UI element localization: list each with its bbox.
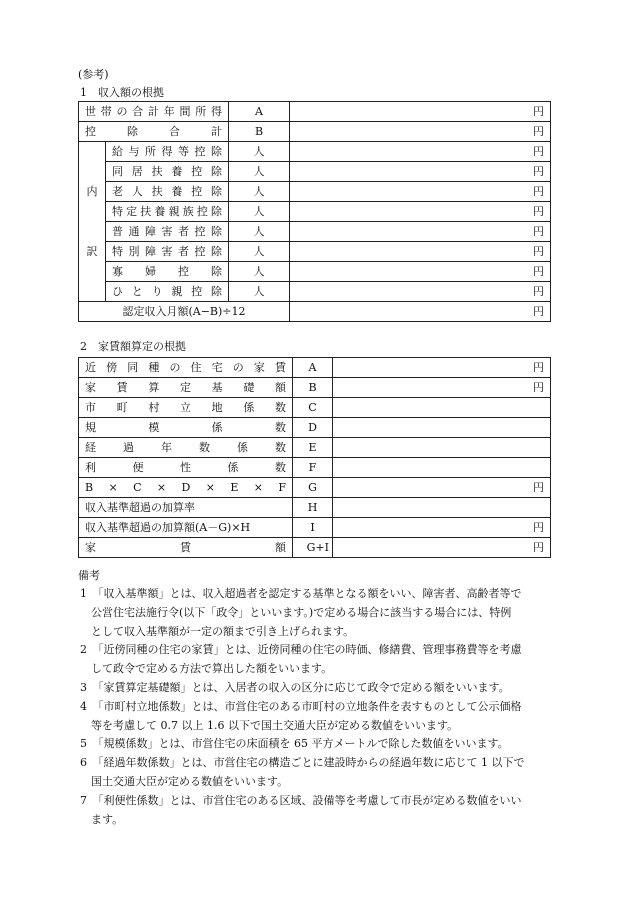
notes-list: [80, 585, 525, 829]
table-row: [79, 538, 551, 558]
row-label: 家賃額: [79, 538, 293, 558]
note-line: ます。: [80, 812, 124, 826]
row-code: 人: [229, 262, 290, 282]
note-line: 6 「経過年数係数」とは、市営住宅の構造ごとに建設時からの経過年数に応じて 1 以下で: [80, 756, 525, 770]
table-row: [79, 518, 551, 538]
row-label: 世帯の合計年間所得: [79, 102, 229, 122]
table-row: [79, 438, 551, 458]
table-row: [79, 282, 551, 302]
row-label: 普通障害者控除: [106, 222, 229, 242]
row-value: 円: [290, 222, 551, 242]
row-code: A: [293, 358, 333, 378]
row-value: 円: [290, 262, 551, 282]
row-code: H: [293, 498, 333, 518]
row-value: 円: [333, 358, 551, 378]
row-value: 円: [333, 478, 551, 498]
row-code: 人: [229, 182, 290, 202]
table-row: [79, 142, 551, 162]
note-line: 国土交通大臣が定める数値をいいます。: [80, 774, 289, 788]
table-row: [79, 498, 551, 518]
reference-label: (参考): [78, 68, 109, 81]
table-row: [79, 102, 551, 122]
row-value: 円: [290, 162, 551, 182]
table-row: [79, 302, 551, 322]
row-value: 円: [290, 182, 551, 202]
row-label: B × C × D × E × F: [79, 478, 293, 498]
note-line: 7 「利便性係数」とは、市営住宅のある区域、設備等を考慮して市長が定める数値をいい: [80, 793, 522, 807]
row-label: 規模係数: [79, 418, 293, 438]
table-row: [79, 458, 551, 478]
table-row: [79, 182, 551, 202]
rent-table: [78, 357, 551, 558]
row-value: 円: [290, 102, 551, 122]
table-row: [79, 358, 551, 378]
breakdown-wake: 訳: [86, 244, 98, 258]
row-label: 同居扶養控除: [106, 162, 229, 182]
row-value: [333, 398, 551, 418]
row-label: 市町村立地係数: [79, 398, 293, 418]
table-row: [79, 202, 551, 222]
row-code: B: [229, 122, 290, 142]
table-row: [79, 398, 551, 418]
row-value: [333, 438, 551, 458]
row-label: 家賃算定基礎額: [79, 378, 293, 398]
row-label: 経過年数係数: [79, 438, 293, 458]
income-table: [78, 101, 551, 322]
row-code: 人: [229, 162, 290, 182]
row-code: F: [293, 458, 333, 478]
table-row: [79, 378, 551, 398]
note-line: 公営住宅法施行令(以下「政令」といいます。)で定める場合に該当する場合には、特例: [80, 605, 512, 619]
row-label: 控除合計: [79, 122, 229, 142]
note-line: 等を考慮して 0.7 以上 1.6 以下で国土交通大臣が定める数値をいいます。: [80, 718, 459, 732]
section2-heading: 2 家賃額算定の根拠: [80, 340, 186, 353]
row-label: 寡婦控除: [106, 262, 229, 282]
row-label: 収入基準超過の加算額(A－G)×H: [79, 518, 293, 538]
row-code: E: [293, 438, 333, 458]
row-value: 円: [290, 142, 551, 162]
row-code: G: [293, 478, 333, 498]
note-line: 3 「家賃算定基礎額」とは、入居者の収入の区分に応じて政令で定める額をいいます。: [80, 680, 510, 694]
row-code: C: [293, 398, 333, 418]
note-line: 4 「市町村立地係数」とは、市営住宅のある市町村の立地条件を表すものとして公示価格: [80, 699, 522, 713]
row-value: 円: [290, 282, 551, 302]
table-row: [79, 478, 551, 498]
row-code: B: [293, 378, 333, 398]
row-label: ひとり親控除: [106, 282, 229, 302]
row-value: [333, 418, 551, 438]
row-code: 人: [229, 282, 290, 302]
row-value: 円: [290, 242, 551, 262]
breakdown-uchi: 内: [86, 184, 98, 198]
row-code: A: [229, 102, 290, 122]
note-line: として収入基準額が一定の額まで引き上げられます。: [80, 624, 355, 638]
row-code: G+I: [293, 538, 333, 558]
table-row: [79, 418, 551, 438]
row-value: 円: [333, 518, 551, 538]
notes-title: 備考: [78, 569, 100, 582]
note-line: 2 「近傍同種の住宅の家賃」とは、近傍同種の住宅の時価、修繕費、管理事務費等を考慮: [80, 643, 522, 657]
table-row: [79, 222, 551, 242]
row-value: 円: [290, 122, 551, 142]
row-label: 特定扶養親族控除: [106, 202, 229, 222]
row-code: 人: [229, 142, 290, 162]
row-code: I: [293, 518, 333, 538]
monthly-income-value: 円: [290, 302, 551, 322]
breakdown-vertical-label: [79, 142, 106, 302]
row-value: 円: [290, 202, 551, 222]
table-row: [79, 122, 551, 142]
table-row: [79, 162, 551, 182]
row-code: 人: [229, 222, 290, 242]
monthly-income-label: 認定収入月額(A−B)÷12: [79, 302, 290, 322]
note-line: 1 「収入基準額」とは、収入超過者を認定する基準となる額をいい、障害者、高齢者等で: [80, 587, 522, 600]
row-value: 円: [333, 538, 551, 558]
note-line: 5 「規模係数」とは、市営住宅の床面積を 65 平方メートルで除した数値をいいます。: [80, 737, 509, 751]
row-code: 人: [229, 202, 290, 222]
row-label: 特別障害者控除: [106, 242, 229, 262]
row-value: 円: [333, 378, 551, 398]
row-value: [333, 458, 551, 478]
row-code: D: [293, 418, 333, 438]
row-code: 人: [229, 242, 290, 262]
section1-heading: 1 収入額の根拠: [80, 86, 164, 99]
row-label: 老人扶養控除: [106, 182, 229, 202]
note-line: して政令で定める方法で算出した額をいいます。: [80, 662, 333, 676]
row-value: [333, 498, 551, 518]
row-label: 給与所得等控除: [106, 142, 229, 162]
table-row: [79, 242, 551, 262]
row-label: 利便性係数: [79, 458, 293, 478]
table-row: [79, 262, 551, 282]
row-label: 近傍同種の住宅の家賃: [79, 358, 293, 378]
row-label: 収入基準超過の加算率: [79, 498, 293, 518]
